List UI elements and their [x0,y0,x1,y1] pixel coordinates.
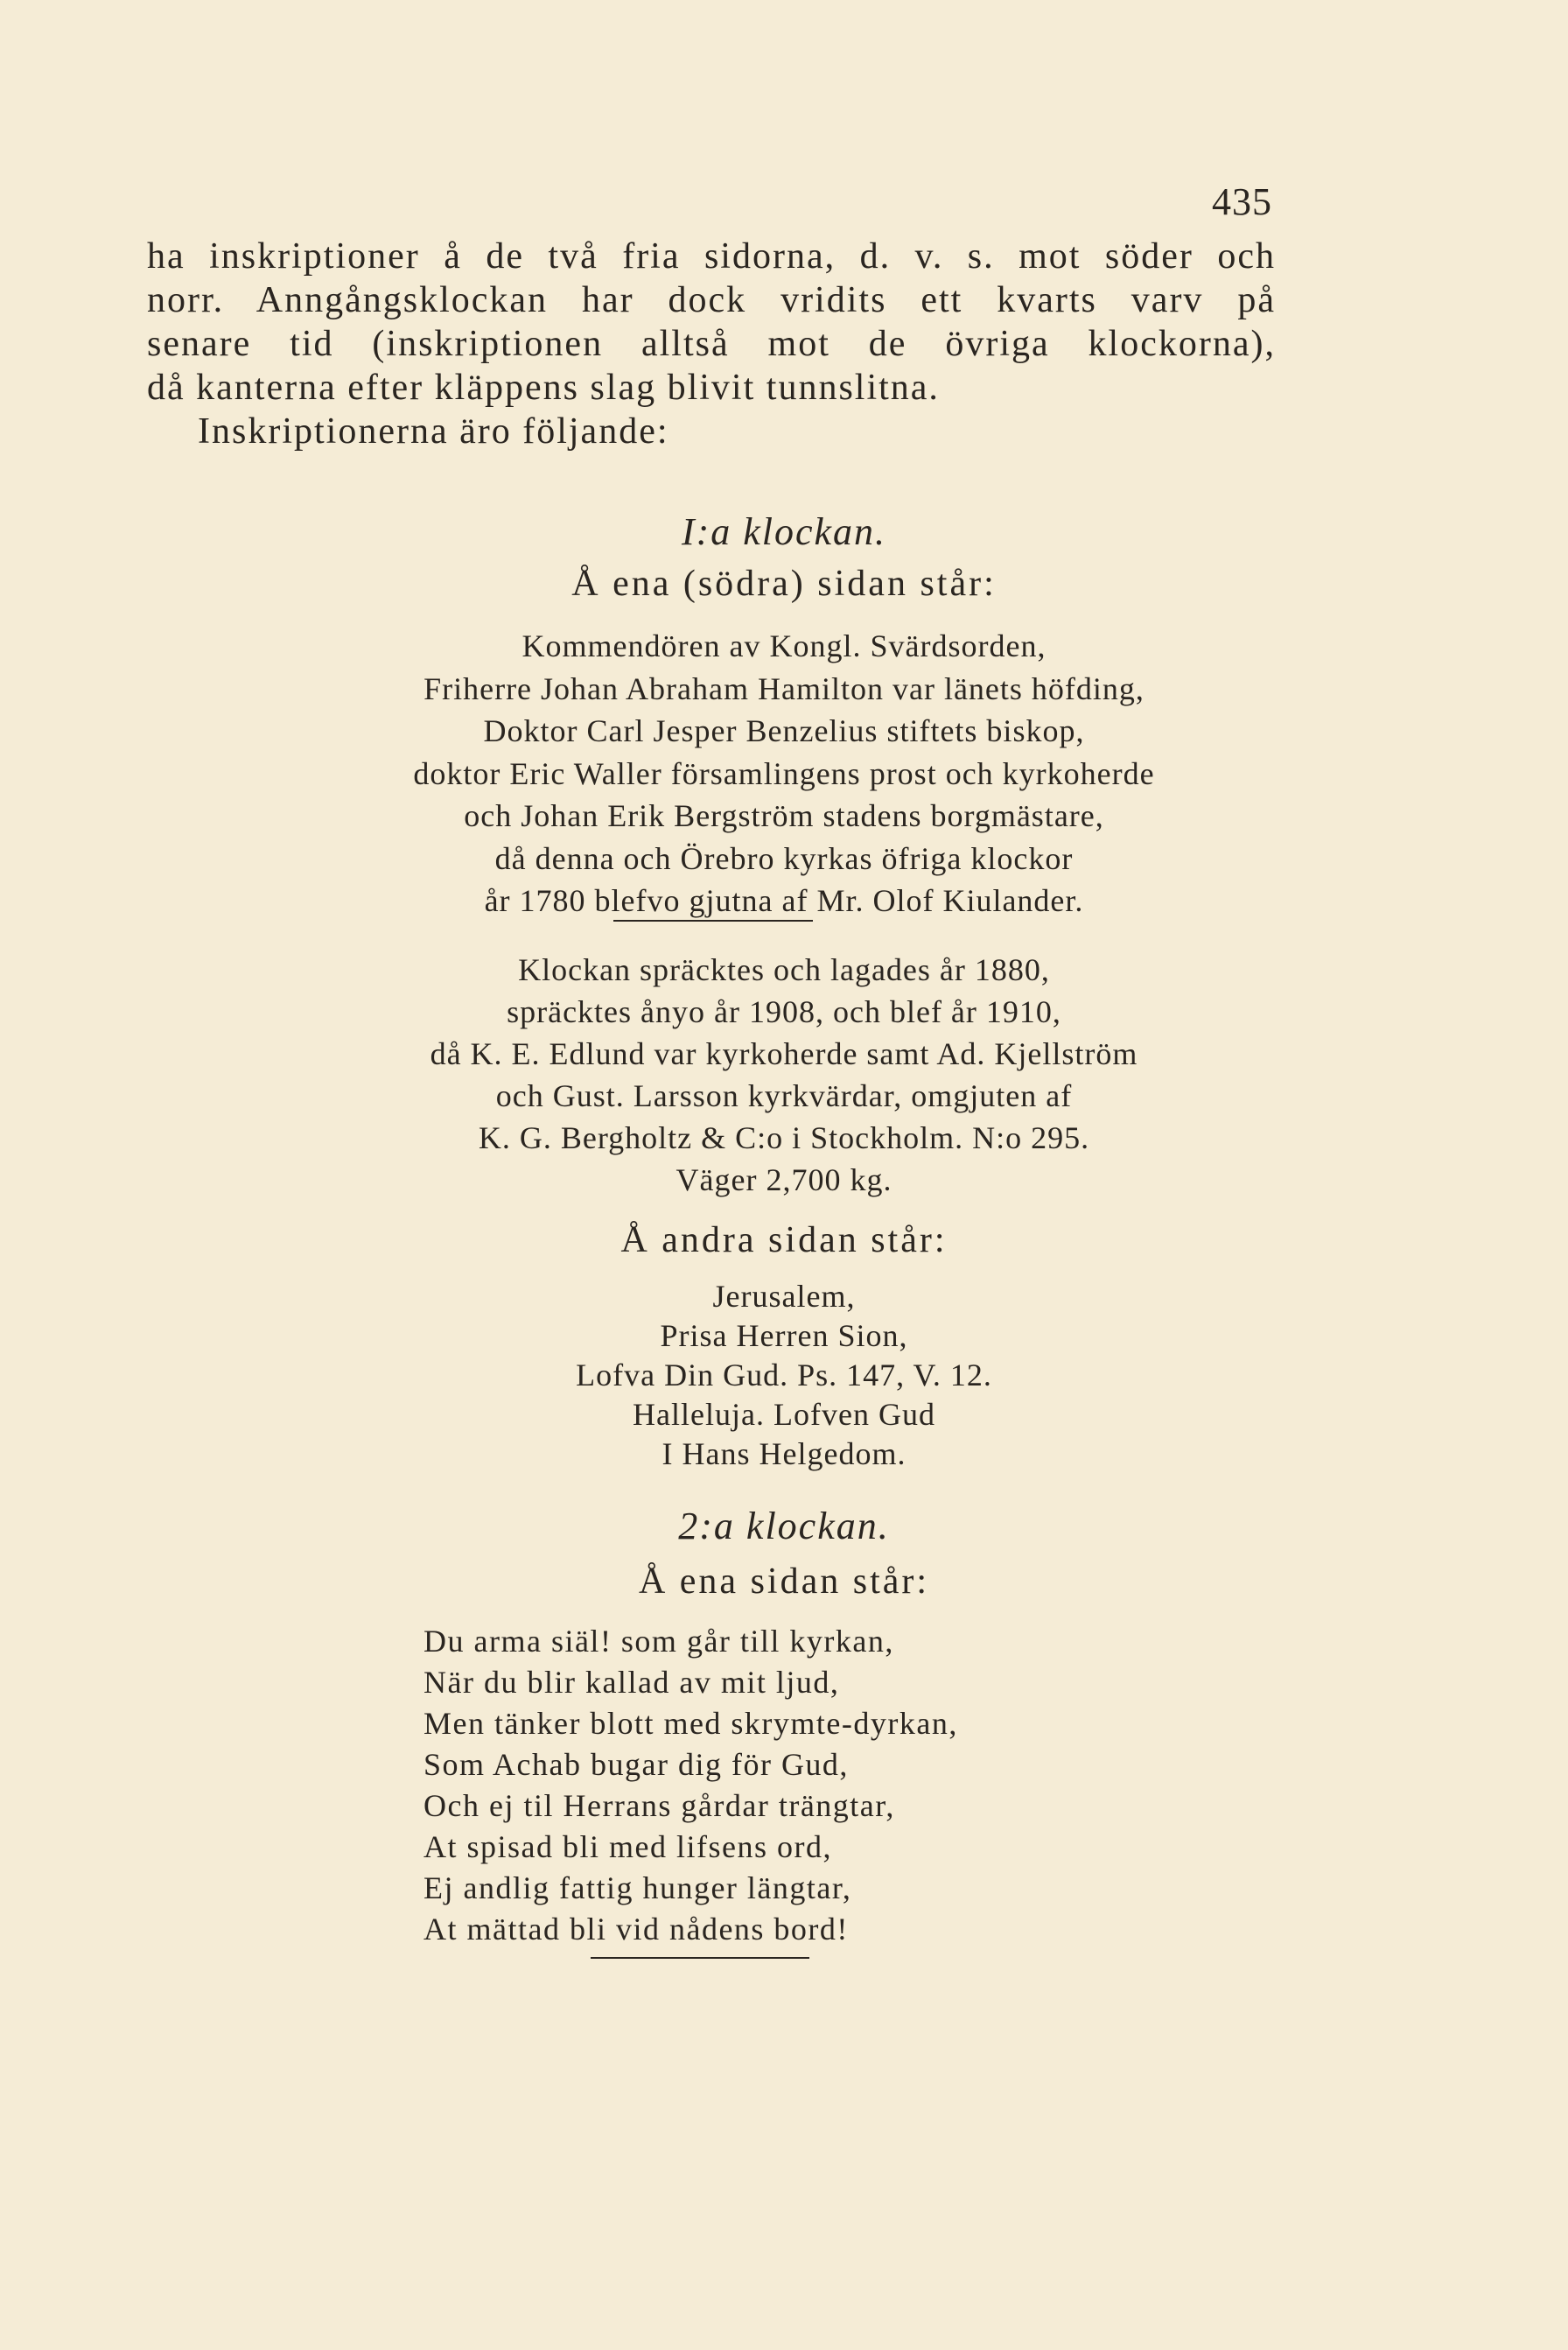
recast-line: och Gust. Larsson kyrkvärdar, omgjuten af [495,1078,1073,1113]
poem-line: Men tänker blott med skrymte-dyrkan, [424,1706,958,1741]
divider-rule [613,920,813,922]
recast-line: Klockan spräcktes och lagades år 1880, [518,952,1050,987]
bell1-other-side-heading: Å andra sidan står: [620,1220,948,1260]
poem-line: Du arma siäl! som går till kyrkan, [424,1624,894,1659]
bell1-side-heading: Å ena (södra) sidan står: [571,564,997,604]
inscription-line: Doktor Carl Jesper Benzelius stiftets biskop, [483,713,1085,748]
recast-line: då K. E. Edlund var kyrkoherde samt Ad. Kjellström [430,1036,1138,1071]
psalm-line: Lofva Din Gud. Ps. 147, V. 12. [576,1357,992,1392]
intro-line: ha inskriptioner å de två fria sidorna, d. v. s. mot söder och [147,236,1276,277]
psalm-line: Prisa Herren Sion, [660,1318,908,1353]
psalm-line: Halleluja. Lofven Gud [633,1397,935,1432]
bell1-title: I:a klockan. [681,510,887,553]
poem-line: At spisad bli med lifsens ord, [424,1829,832,1864]
poem-line: Som Achab bugar dig för Gud, [424,1747,849,1782]
psalm-line: I Hans Helgedom. [662,1436,906,1471]
recast-line: Väger 2,700 kg. [676,1162,892,1197]
intro-line: senare tid (inskriptionen alltså mot de övriga klockorna), [147,324,1276,364]
intro-line: norr. Anngångsklockan har dock vridits ett kvarts varv på [147,280,1276,320]
poem-line: At mättad bli vid nådens bord! [424,1912,849,1947]
intro-paragraph [147,235,1276,453]
divider-rule [591,1957,809,1959]
recast-line: spräcktes ånyo år 1908, och blef år 1910, [507,994,1061,1029]
inscription-line: doktor Eric Waller församlingens prost och kyrkoherde [413,755,1155,791]
poem-line: Och ej til Herrans gårdar trängtar, [424,1788,895,1823]
bell2-poem [424,1621,1124,1950]
bell1-inscription [0,625,1568,922]
poem-line: Ej andlig fattig hunger längtar, [424,1870,852,1905]
intro-line: då kanterna efter kläppens slag blivit tunnslitna. [147,368,940,408]
poem-line: När du blir kallad av mit ljud, [424,1665,840,1700]
inscription-line: Kommendören av Kongl. Svärdsorden, [522,628,1046,663]
inscription-line: Friherre Johan Abraham Hamilton var länets höfding, [424,670,1144,706]
bell2-side-heading: Å ena sidan står: [638,1561,930,1602]
psalm-line: Jerusalem, [712,1279,856,1314]
recast-line: K. G. Bergholtz & C:o i Stockholm. N:o 295. [478,1120,1090,1155]
bell1-other-side [0,1277,1568,1474]
intro-line: Inskriptionerna äro följande: [198,411,669,452]
inscription-line: då denna och Örebro kyrkas öfriga klockor [494,840,1074,876]
inscription-line: år 1780 blefvo gjutna af Mr. Olof Kiulander. [484,883,1084,918]
page-number: 435 [1212,180,1272,223]
bell2-title: 2:a klockan. [678,1505,890,1547]
bell1-recast-note [0,949,1568,1201]
inscription-line: och Johan Erik Bergström stadens borgmästare, [464,798,1104,833]
